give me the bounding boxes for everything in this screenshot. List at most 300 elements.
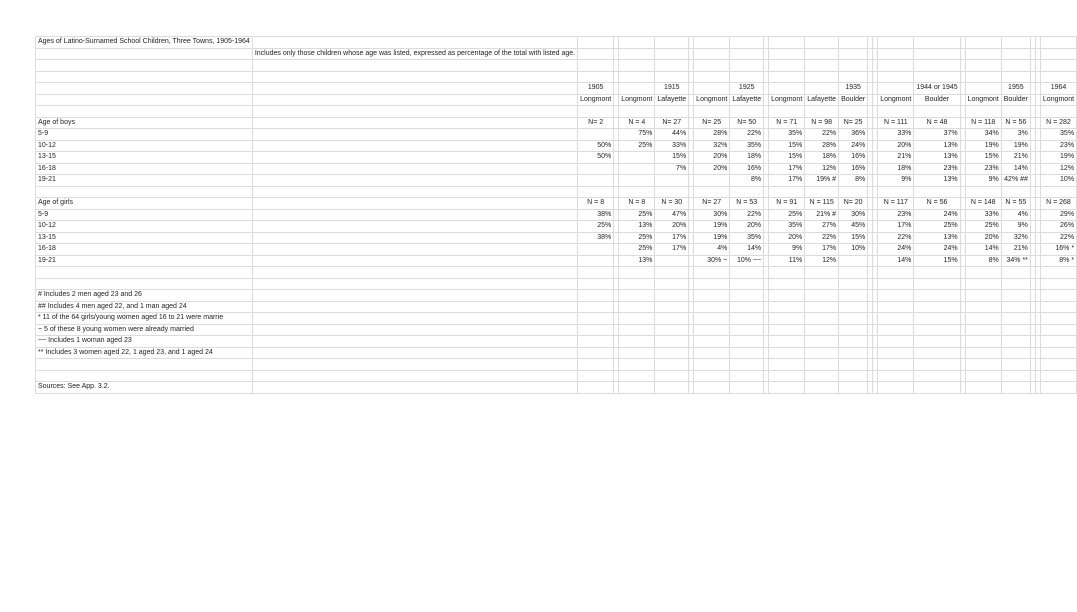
- sheet-cell: [914, 290, 960, 302]
- percent-cell: 28%: [694, 129, 730, 141]
- sheet-cell: [914, 60, 960, 72]
- sheet-cell: [1001, 278, 1030, 290]
- town-header: Longmont: [694, 94, 730, 106]
- town-header: Longmont: [578, 94, 614, 106]
- percent-cell: 16%: [839, 152, 868, 164]
- percent-cell: 35%: [730, 232, 764, 244]
- sheet-cell: [1040, 370, 1076, 382]
- sheet-cell: [769, 106, 805, 118]
- percent-cell: 30% ~: [694, 255, 730, 267]
- percent-cell: 27%: [805, 221, 839, 233]
- sheet-cell: [805, 301, 839, 313]
- sheet-row: [36, 255, 1077, 267]
- town-header: Lafayette: [655, 94, 689, 106]
- sheet-cell: [730, 37, 764, 49]
- sample-size: N= 27: [694, 198, 730, 210]
- sheet-cell: [578, 71, 614, 83]
- sheet-cell: [655, 60, 689, 72]
- sheet-cell: [914, 313, 960, 325]
- year-header: 1905: [578, 83, 614, 95]
- sheet-cell: [878, 278, 914, 290]
- percent-cell: 25%: [965, 221, 1001, 233]
- sheet-row: [36, 301, 1077, 313]
- sample-size: N= 20: [839, 198, 868, 210]
- sheet-cell: [878, 324, 914, 336]
- sheet-cell: [1040, 347, 1076, 359]
- sheet-cell: [619, 347, 655, 359]
- sheet-cell: [655, 290, 689, 302]
- sheet-row: [36, 324, 1077, 336]
- sheet-cell: [769, 278, 805, 290]
- sheet-cell: [1040, 71, 1076, 83]
- percent-cell: 9%: [769, 244, 805, 256]
- sheet-cell: [730, 301, 764, 313]
- sheet-cell: [1040, 290, 1076, 302]
- percent-cell: 21%: [878, 152, 914, 164]
- sheet-cell: [1001, 267, 1030, 279]
- sheet-cell: [878, 359, 914, 371]
- percent-cell: 19%: [1040, 152, 1076, 164]
- sheet-cell: [914, 301, 960, 313]
- sheet-cell: [619, 106, 655, 118]
- sheet-cell: [878, 382, 914, 394]
- percent-cell: 19% #: [805, 175, 839, 187]
- sheet-cell: [252, 175, 577, 187]
- footnote: ## Includes 4 men aged 22, and 1 man aged 24: [36, 301, 253, 313]
- sample-size: N = 4: [619, 117, 655, 129]
- sheet-cell: [965, 267, 1001, 279]
- sheet-cell: [252, 152, 577, 164]
- sheet-cell: [1001, 106, 1030, 118]
- percent-cell: 15%: [839, 232, 868, 244]
- sheet-cell: [252, 232, 577, 244]
- percent-cell: 22%: [1040, 232, 1076, 244]
- sheet-cell: [1040, 37, 1076, 49]
- sheet-cell: [730, 106, 764, 118]
- sheet-cell: [619, 336, 655, 348]
- sheet-cell: [965, 60, 1001, 72]
- sheet-cell: [252, 221, 577, 233]
- percent-cell: 21%: [1001, 244, 1030, 256]
- sheet-cell: [252, 198, 577, 210]
- sheet-cell: [694, 347, 730, 359]
- sheet-cell: [694, 83, 730, 95]
- percent-cell: 20%: [769, 232, 805, 244]
- sample-size: N = 56: [1001, 117, 1030, 129]
- sheet-row: [36, 221, 1077, 233]
- percent-cell: 17%: [655, 232, 689, 244]
- sheet-cell: [694, 60, 730, 72]
- sheet-cell: [805, 359, 839, 371]
- sheet-cell: [839, 347, 868, 359]
- percent-cell: 35%: [769, 221, 805, 233]
- sheet-cell: [730, 278, 764, 290]
- percent-cell: 8%: [730, 175, 764, 187]
- sheet-cell: [1040, 324, 1076, 336]
- percent-cell: 35%: [769, 129, 805, 141]
- sheet-cell: [878, 336, 914, 348]
- sheet-cell: [619, 83, 655, 95]
- sheet-cell: [655, 336, 689, 348]
- percent-cell: 22%: [730, 209, 764, 221]
- sheet-cell: [1001, 313, 1030, 325]
- sheet-cell: [769, 347, 805, 359]
- sheet-cell: [1040, 267, 1076, 279]
- town-header: Longmont: [619, 94, 655, 106]
- sheet-row: [36, 347, 1077, 359]
- percent-cell: 47%: [655, 209, 689, 221]
- year-header: 1915: [655, 83, 689, 95]
- town-header: Boulder: [839, 94, 868, 106]
- sample-size: N= 27: [655, 117, 689, 129]
- sheet-cell: [655, 324, 689, 336]
- sheet-cell: [694, 278, 730, 290]
- sheet-cell: [1001, 290, 1030, 302]
- sheet-cell: [914, 347, 960, 359]
- sheet-cell: [619, 60, 655, 72]
- percent-cell: 13%: [914, 232, 960, 244]
- sheet-cell: [36, 370, 253, 382]
- sheet-cell: [730, 347, 764, 359]
- sample-size: N = 8: [619, 198, 655, 210]
- sheet-cell: [878, 301, 914, 313]
- sheet-row: [36, 186, 1077, 198]
- sample-size: N = 30: [655, 198, 689, 210]
- sheet-cell: [878, 37, 914, 49]
- sheet-cell: [730, 359, 764, 371]
- percent-cell: [578, 255, 614, 267]
- age-group-label: 10-12: [36, 140, 253, 152]
- percent-cell: 24%: [839, 140, 868, 152]
- sheet-cell: [805, 186, 839, 198]
- percent-cell: 17%: [769, 175, 805, 187]
- percent-cell: 8%: [839, 175, 868, 187]
- sheet-row: [36, 370, 1077, 382]
- percent-cell: 10% ~~: [730, 255, 764, 267]
- sheet-cell: [252, 278, 577, 290]
- town-header: Boulder: [914, 94, 960, 106]
- sheet-cell: [914, 359, 960, 371]
- sheet-cell: [965, 278, 1001, 290]
- percent-cell: 3%: [1001, 129, 1030, 141]
- age-group-label: 13-15: [36, 152, 253, 164]
- sheet-cell: [694, 106, 730, 118]
- percent-cell: 15%: [769, 152, 805, 164]
- sheet-cell: [839, 106, 868, 118]
- sheet-cell: [839, 324, 868, 336]
- sheet-cell: [878, 186, 914, 198]
- sheet-cell: [1001, 301, 1030, 313]
- percent-cell: [619, 175, 655, 187]
- sheet-cell: [769, 324, 805, 336]
- percent-cell: 35%: [730, 140, 764, 152]
- sheet-cell: [694, 186, 730, 198]
- sheet-cell: [252, 347, 577, 359]
- sheet-cell: [252, 370, 577, 382]
- sheet-cell: [805, 324, 839, 336]
- percent-cell: 32%: [694, 140, 730, 152]
- sheet-cell: [839, 71, 868, 83]
- sheet-cell: [36, 48, 253, 60]
- percent-cell: 12%: [805, 255, 839, 267]
- sheet-cell: [730, 267, 764, 279]
- sheet-cell: [730, 186, 764, 198]
- sheet-cell: [878, 60, 914, 72]
- sheet-cell: [805, 267, 839, 279]
- percent-cell: [578, 244, 614, 256]
- sheet-cell: [655, 37, 689, 49]
- sheet-cell: [619, 278, 655, 290]
- percent-cell: 26%: [1040, 221, 1076, 233]
- sheet-cell: [252, 37, 577, 49]
- data-table: [35, 36, 1077, 394]
- table-title: Ages of Latino-Surnamed School Children, Three Towns, 1905-1964: [36, 37, 253, 49]
- spreadsheet: [35, 36, 1077, 394]
- sheet-cell: [914, 267, 960, 279]
- sheet-cell: [252, 336, 577, 348]
- sample-size: N= 50: [730, 117, 764, 129]
- sheet-cell: [36, 71, 253, 83]
- sheet-cell: [769, 60, 805, 72]
- sheet-cell: [1001, 370, 1030, 382]
- sheet-cell: [655, 186, 689, 198]
- town-header: Lafayette: [730, 94, 764, 106]
- sheet-cell: [769, 313, 805, 325]
- year-header: 1925: [730, 83, 764, 95]
- sheet-cell: [619, 71, 655, 83]
- sheet-cell: [619, 48, 655, 60]
- sheet-cell: [769, 71, 805, 83]
- sheet-cell: [1001, 382, 1030, 394]
- sheet-cell: [805, 48, 839, 60]
- sheet-cell: [805, 336, 839, 348]
- percent-cell: 20%: [694, 163, 730, 175]
- percent-cell: 30%: [694, 209, 730, 221]
- sheet-cell: [694, 336, 730, 348]
- sheet-cell: [252, 83, 577, 95]
- sample-size: N = 98: [805, 117, 839, 129]
- sheet-cell: [730, 48, 764, 60]
- sheet-cell: [839, 290, 868, 302]
- sheet-cell: [36, 267, 253, 279]
- sheet-cell: [769, 336, 805, 348]
- percent-cell: 14%: [965, 244, 1001, 256]
- sheet-cell: [1001, 71, 1030, 83]
- sheet-cell: [965, 37, 1001, 49]
- sheet-cell: [1040, 301, 1076, 313]
- sheet-cell: [730, 324, 764, 336]
- percent-cell: 25%: [619, 232, 655, 244]
- sample-size: N = 118: [965, 117, 1001, 129]
- percent-cell: 36%: [839, 129, 868, 141]
- sheet-cell: [839, 60, 868, 72]
- town-header: Longmont: [769, 94, 805, 106]
- sources-note: Sources: See App. 3.2.: [36, 382, 253, 394]
- percent-cell: 8% *: [1040, 255, 1076, 267]
- age-group-label: 5-9: [36, 209, 253, 221]
- sheet-cell: [730, 60, 764, 72]
- percent-cell: 23%: [914, 163, 960, 175]
- sheet-cell: [619, 382, 655, 394]
- sheet-cell: [878, 71, 914, 83]
- sample-size: N = 148: [965, 198, 1001, 210]
- town-header: Boulder: [1001, 94, 1030, 106]
- sheet-cell: [805, 71, 839, 83]
- sheet-cell: [252, 186, 577, 198]
- percent-cell: 33%: [655, 140, 689, 152]
- sheet-cell: [965, 106, 1001, 118]
- sheet-cell: [965, 290, 1001, 302]
- percent-cell: 44%: [655, 129, 689, 141]
- percent-cell: 33%: [878, 129, 914, 141]
- sheet-cell: [252, 71, 577, 83]
- percent-cell: 20%: [655, 221, 689, 233]
- sheet-cell: [655, 71, 689, 83]
- sheet-cell: [878, 313, 914, 325]
- percent-cell: 24%: [878, 244, 914, 256]
- sheet-cell: [1040, 359, 1076, 371]
- percent-cell: [619, 152, 655, 164]
- percent-cell: 18%: [805, 152, 839, 164]
- sheet-cell: [655, 370, 689, 382]
- sheet-cell: [252, 313, 577, 325]
- footnote: ** Includes 3 women aged 22, 1 aged 23, and 1 aged 24: [36, 347, 253, 359]
- sample-size: N= 25: [839, 117, 868, 129]
- sheet-cell: [578, 106, 614, 118]
- percent-cell: 50%: [578, 152, 614, 164]
- sheet-cell: [655, 313, 689, 325]
- sheet-cell: [578, 382, 614, 394]
- year-header: 1964: [1040, 83, 1076, 95]
- percent-cell: 22%: [878, 232, 914, 244]
- sample-size: N = 53: [730, 198, 764, 210]
- percent-cell: 23%: [878, 209, 914, 221]
- sheet-cell: [1040, 60, 1076, 72]
- sample-size: N= 2: [578, 117, 614, 129]
- sheet-cell: [878, 290, 914, 302]
- percent-cell: 34% **: [1001, 255, 1030, 267]
- percent-cell: 16%: [839, 163, 868, 175]
- sheet-cell: [730, 370, 764, 382]
- sheet-row: [36, 163, 1077, 175]
- percent-cell: 30%: [839, 209, 868, 221]
- sheet-cell: [655, 347, 689, 359]
- sheet-cell: [878, 347, 914, 359]
- sheet-row: [36, 71, 1077, 83]
- sheet-cell: [805, 370, 839, 382]
- sheet-cell: [1040, 313, 1076, 325]
- sheet-cell: [578, 324, 614, 336]
- sample-size: N = 71: [769, 117, 805, 129]
- percent-cell: 9%: [1001, 221, 1030, 233]
- sheet-cell: [619, 313, 655, 325]
- sheet-cell: [914, 37, 960, 49]
- sheet-row: [36, 290, 1077, 302]
- year-header: 1955: [1001, 83, 1030, 95]
- sheet-row: [36, 83, 1077, 95]
- percent-cell: 28%: [805, 140, 839, 152]
- sheet-cell: [619, 290, 655, 302]
- percent-cell: 21%: [1001, 152, 1030, 164]
- sheet-cell: [619, 359, 655, 371]
- sheet-cell: [878, 267, 914, 279]
- percent-cell: 20%: [965, 232, 1001, 244]
- sheet-row: [36, 359, 1077, 371]
- sheet-cell: [839, 359, 868, 371]
- percent-cell: 35%: [1040, 129, 1076, 141]
- sheet-cell: [36, 94, 253, 106]
- sheet-cell: [730, 336, 764, 348]
- sheet-row: [36, 175, 1077, 187]
- percent-cell: 23%: [1040, 140, 1076, 152]
- sheet-cell: [839, 278, 868, 290]
- sample-size: N = 268: [1040, 198, 1076, 210]
- percent-cell: 16% *: [1040, 244, 1076, 256]
- sheet-row: [36, 267, 1077, 279]
- sheet-cell: [914, 278, 960, 290]
- sheet-cell: [1001, 60, 1030, 72]
- percent-cell: 21% #: [805, 209, 839, 221]
- sheet-cell: [878, 48, 914, 60]
- percent-cell: 12%: [805, 163, 839, 175]
- percent-cell: 16%: [730, 163, 764, 175]
- sheet-cell: [694, 48, 730, 60]
- sheet-cell: [578, 186, 614, 198]
- sheet-row: [36, 37, 1077, 49]
- footnote: ~~ Includes 1 woman aged 23: [36, 336, 253, 348]
- percent-cell: 23%: [965, 163, 1001, 175]
- sheet-cell: [252, 267, 577, 279]
- sheet-cell: [805, 106, 839, 118]
- sheet-cell: [965, 370, 1001, 382]
- sheet-cell: [578, 301, 614, 313]
- year-header: 1944 or 1945: [914, 83, 960, 95]
- sheet-cell: [839, 382, 868, 394]
- percent-cell: 25%: [619, 140, 655, 152]
- sheet-cell: [965, 301, 1001, 313]
- percent-cell: 25%: [619, 209, 655, 221]
- sheet-cell: [769, 301, 805, 313]
- sheet-cell: [36, 106, 253, 118]
- footnote: ~ 5 of these 8 young women were already married: [36, 324, 253, 336]
- percent-cell: 22%: [805, 129, 839, 141]
- sheet-cell: [965, 313, 1001, 325]
- sheet-cell: [252, 60, 577, 72]
- sheet-cell: [252, 382, 577, 394]
- town-header: Lafayette: [805, 94, 839, 106]
- sheet-cell: [965, 71, 1001, 83]
- sheet-cell: [36, 278, 253, 290]
- percent-cell: 25%: [914, 221, 960, 233]
- percent-cell: 19%: [965, 140, 1001, 152]
- sheet-cell: [805, 60, 839, 72]
- sheet-cell: [694, 313, 730, 325]
- sheet-cell: [655, 278, 689, 290]
- percent-cell: 24%: [914, 244, 960, 256]
- percent-cell: 12%: [1040, 163, 1076, 175]
- sheet-cell: [965, 359, 1001, 371]
- sheet-row: [36, 152, 1077, 164]
- sheet-cell: [619, 370, 655, 382]
- percent-cell: 25%: [578, 221, 614, 233]
- sheet-row: [36, 232, 1077, 244]
- percent-cell: 9%: [965, 175, 1001, 187]
- sheet-cell: [252, 359, 577, 371]
- percent-cell: 38%: [578, 232, 614, 244]
- sheet-cell: [769, 382, 805, 394]
- age-group-label: 16-18: [36, 163, 253, 175]
- town-header: Longmont: [1040, 94, 1076, 106]
